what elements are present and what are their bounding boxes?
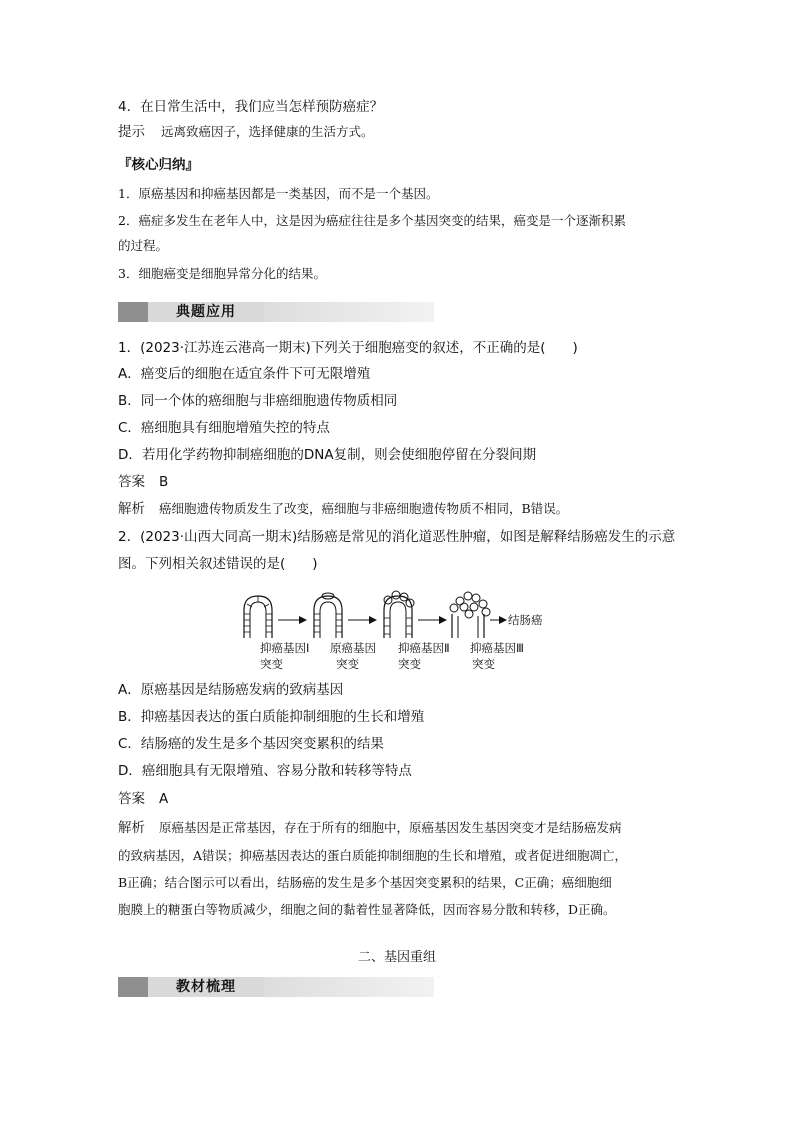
- core-point-2b: 的过程。: [118, 238, 169, 253]
- step-2-line1: 原癌基因: [330, 641, 376, 655]
- figure-result-label: 结肠癌: [508, 613, 543, 627]
- answer-label: 答案: [118, 791, 145, 807]
- colon-cancer-diagram: [238, 590, 558, 670]
- q4-hint: [118, 122, 374, 142]
- step-3-line2: 突变: [398, 657, 421, 670]
- answer-value: A: [159, 791, 169, 807]
- hint-text: 远离致癌因子，选择健康的生活方式。: [161, 124, 374, 139]
- ex2-option-d: D．癌细胞具有无限增殖、容易分散和转移等特点: [118, 763, 412, 779]
- ex2-analysis-line-3: B正确；结合图示可以看出，结肠癌的发生是多个基因突变累积的结果，C正确；癌细胞细: [118, 875, 612, 890]
- q4-question: 4．在日常生活中，我们应当怎样预防癌症？: [118, 99, 384, 115]
- ex2-analysis-line-4: 胞膜上的糖蛋白等物质减少，细胞之间的黏着性显著降低，因而容易分散和转移，D正确。: [118, 902, 616, 917]
- answer-label: 答案: [118, 474, 145, 490]
- section-title-gene-recombination: 二、基因重组: [357, 950, 436, 965]
- analysis-text: 癌细胞遗传物质发生了改变，癌细胞与非癌细胞遗传物质不相同，B错误。: [159, 501, 569, 516]
- banner-label: 典题应用: [148, 302, 264, 322]
- core-summary-title: 『核心归纳』: [118, 157, 199, 173]
- analysis-label: 解析: [118, 501, 145, 517]
- core-point-3: 3．细胞癌变是细胞异常分化的结果。: [118, 266, 326, 281]
- ex2-stem-a: 2．(2023·山西大同高一期末)结肠癌是常见的消化道恶性肿瘤，如图是解释结肠癌发生的示意: [118, 529, 676, 545]
- analysis-label: 解析: [118, 820, 145, 836]
- epithelium-stage-2: [314, 593, 342, 638]
- ex2-answer: [118, 789, 168, 809]
- ex2-option-c: C．结肠癌的发生是多个基因突变累积的结果: [118, 736, 384, 752]
- step-1-line2: 突变: [260, 657, 283, 670]
- section-banner-textbook-review: [118, 977, 434, 997]
- ex1-option-a: A．癌变后的细胞在适宜条件下可无限增殖: [118, 366, 371, 382]
- answer-value: B: [159, 474, 169, 490]
- ex2-option-b: B．抑癌基因表达的蛋白质能抑制细胞的生长和增殖: [118, 709, 425, 725]
- analysis-text-1: 原癌基因是正常基因，存在于所有的细胞中，原癌基因发生基因突变才是结肠癌发病: [159, 820, 622, 835]
- ex2-analysis-line-2: 的致病基因，A错误；抑癌基因表达的蛋白质能抑制细胞的生长和增殖，或者促进细胞凋亡，: [118, 848, 628, 863]
- step-1-line1: 抑癌基因Ⅰ: [260, 641, 310, 655]
- epithelium-stage-3: [384, 591, 414, 638]
- step-2-line2: 突变: [336, 657, 359, 670]
- core-point-2a: 2．癌症多发生在老年人中，这是因为癌症往往是多个基因突变的结果，癌变是一个逐渐积累: [118, 213, 626, 228]
- epithelium-stage-4: [450, 592, 490, 638]
- section-banner-typical-application: [118, 302, 434, 322]
- step-4-line2: 突变: [472, 657, 495, 670]
- epithelium-stage-1: [244, 596, 272, 638]
- step-3-line1: 抑癌基因Ⅱ: [398, 641, 450, 655]
- ex1-option-d: D．若用化学药物抑制癌细胞的DNA复制，则会使细胞停留在分裂间期: [118, 447, 537, 463]
- hint-label: 提示: [118, 124, 145, 140]
- ex1-option-b: B．同一个体的癌细胞与非癌细胞遗传物质相同: [118, 393, 398, 409]
- banner-label: 教材梳理: [148, 977, 264, 997]
- ex2-option-a: A．原癌基因是结肠癌发病的致病基因: [118, 682, 344, 698]
- ex1-option-c: C．癌细胞具有细胞增殖失控的特点: [118, 420, 330, 436]
- core-point-1: 1．原癌基因和抑癌基因都是一类基因，而不是一个基因。: [118, 186, 439, 201]
- ex1-analysis: [118, 499, 568, 519]
- ex1-answer: [118, 472, 168, 492]
- ex2-analysis-line-1: [118, 818, 622, 838]
- ex1-stem: 1．(2023·江苏连云港高一期末)下列关于细胞癌变的叙述，不正确的是( ): [118, 340, 578, 356]
- ex2-stem-b: 图。下列相关叙述错误的是( ): [118, 556, 318, 572]
- step-4-line1: 抑癌基因Ⅲ: [470, 641, 524, 655]
